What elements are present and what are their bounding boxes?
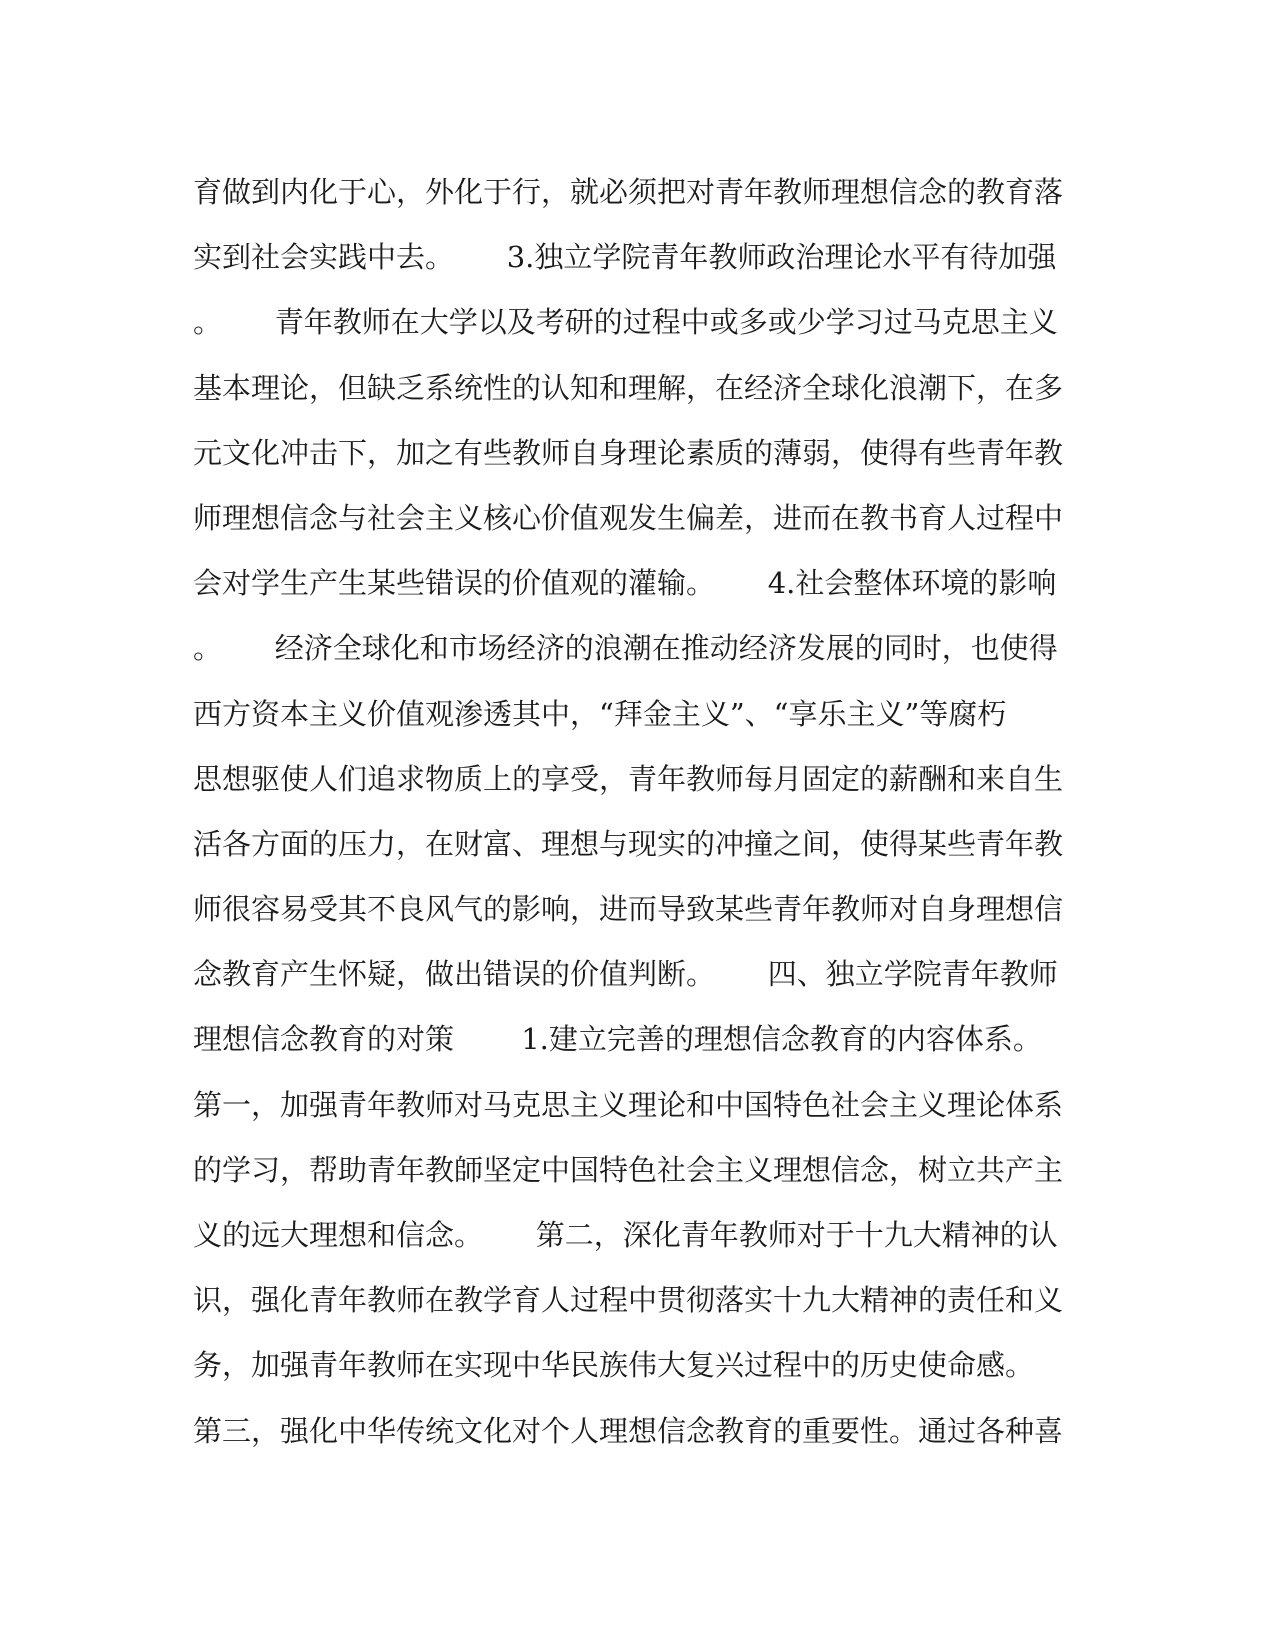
text-line-5: 元文化冲击下，加之有些教师自身理论素质的薄弱，使得有些青年教: [193, 435, 1064, 470]
text-line-18: 识，强化青年教师在教学育人过程中贯彻落实十九大精神的责任和义: [193, 1283, 1064, 1318]
text-line-12: 师很容易受其不良风气的影响，进而导致某些青年教师对自身理想信: [193, 892, 1064, 927]
text-line-7: 会对学生产生某些错误的价值观的灌输。 4.社会整体环境的影响: [193, 566, 1057, 601]
text-line-3: 。 青年教师在大学以及考研的过程中或多或少学习过马克思主义: [193, 305, 1058, 340]
text-line-2: 实到社会实践中去。 3.独立学院青年教师政治理论水平有待加强: [193, 240, 1057, 275]
text-line-14: 理想信念教育的对策 1.建立完善的理想信念教育的内容体系。: [193, 1022, 1042, 1057]
body-text: [193, 160, 1083, 1464]
text-line-11: 活各方面的压力，在财富、理想与现实的冲撞之间，使得某些青年教: [193, 826, 1064, 861]
text-line-10: 思想驱使人们追求物质上的享受，青年教师每月固定的薪酬和来自生: [193, 761, 1064, 796]
text-line-16: 的学习，帮助青年教師坚定中国特色社会主义理想信念，树立共产主: [193, 1152, 1064, 1187]
text-line-19: 务，加强青年教师在实现中华民族伟大复兴过程中的历史使命感。: [193, 1348, 1035, 1383]
text-line-9: 西方资本主义价值观渗透其中，“拜金主义”、“享乐主义”等腐朽: [193, 696, 1007, 731]
text-line-1: 育做到内化于心，外化于行，就必须把对青年教师理想信念的教育落: [193, 175, 1064, 209]
text-line-4: 基本理论，但缺乏系统性的认知和理解，在经济全球化浪潮下，在多: [193, 370, 1064, 405]
text-line-8: 。 经济全球化和市场经济的浪潮在推动经济发展的同时，也使得: [193, 631, 1058, 666]
text-line-15: 第一，加强青年教师对马克思主义理论和中国特色社会主义理论体系: [193, 1087, 1064, 1122]
text-line-17: 义的远大理想和信念。 第二，深化青年教师对于十九大精神的认: [193, 1218, 1058, 1252]
text-line-20: 第三，强化中华传统文化对个人理想信念教育的重要性。通过各种喜: [193, 1413, 1064, 1448]
text-line-6: 师理想信念与社会主义核心价值观发生偏差，进而在教书育人过程中: [193, 500, 1064, 535]
text-line-13: 念教育产生怀疑，做出错误的价值判断。 四、独立学院青年教师: [193, 957, 1058, 992]
